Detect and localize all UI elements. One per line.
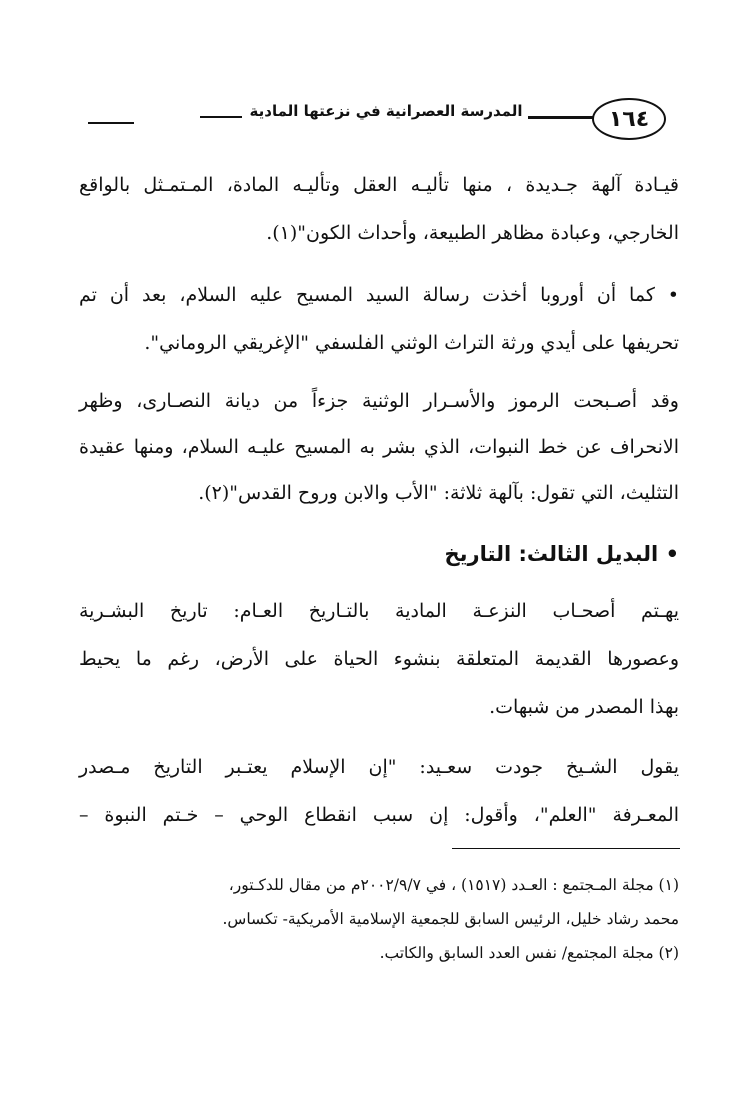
running-title: المدرسة العصرانية في نزعتها المادية	[249, 102, 523, 120]
body-line: وعصورها القديمة المتعلقة بنشوء الحياة على الأرض، رغم ما يحيط	[79, 648, 679, 670]
body-line: المعـرفة "العلم"، وأقول: إن سبب انقطاع الوحي – خـتم النبوة –	[79, 804, 679, 826]
header-rule-left	[88, 122, 134, 124]
body-line: وقد أصـبحت الرموز والأسـرار الوثنية جزءاً من ديانة النصـارى، وظهر	[79, 390, 679, 412]
body-line: الانحراف عن خط النبوات، الذي بشر به المسيح عليـه السلام، ومنها عقيدة	[79, 436, 679, 458]
footnote: (١) مجلة المـجتمع : العـدد (١٥١٧) ، في ٢٠٠٢/٩/٧م من مقال للدكـتور،	[228, 876, 679, 894]
footnote-separator	[452, 848, 680, 849]
page-number: ١٦٤	[592, 98, 666, 140]
section-heading: • البديل الثالث: التاريخ	[444, 542, 679, 566]
body-line: التثليث، التي تقول: بآلهة ثلاثة: "الأب والابن وروح القدس"(٢).	[198, 482, 679, 504]
footnote: (٢) مجلة المجتمع/ نفس العدد السابق والكاتب.	[379, 944, 679, 962]
footnote-continuation: محمد رشاد خليل، الرئيس السابق للجمعية الإسلامية الأمريكية- تكساس.	[222, 910, 679, 928]
body-line: الخارجي، وعبادة مظاهر الطبيعة، وأحداث الكون"(١).	[266, 222, 679, 244]
header-rule-mid	[200, 116, 242, 118]
body-line: قيـادة آلهة جـديدة ، منها تأليـه العقل وتأليـه المادة، المـتمـثل بالواقع	[79, 174, 679, 196]
body-line: بهذا المصدر من شبهات.	[489, 696, 679, 718]
body-line: • كما أن أوروبا أخذت رسالة السيد المسيح عليه السلام، بعد أن تم	[79, 284, 679, 306]
body-line: يقول الشـيخ جودت سعـيد: "إن الإسلام يعتـبر التاريخ مـصدر	[79, 756, 679, 778]
page-header	[88, 96, 668, 146]
body-line: يهـتم أصحـاب النزعـة المادية بالتـاريخ العـام: تاريخ البشـرية	[79, 600, 679, 622]
body-line: تحريفها على أيدي ورثة التراث الوثني الفلسفي "الإغريقي الروماني".	[144, 332, 679, 354]
